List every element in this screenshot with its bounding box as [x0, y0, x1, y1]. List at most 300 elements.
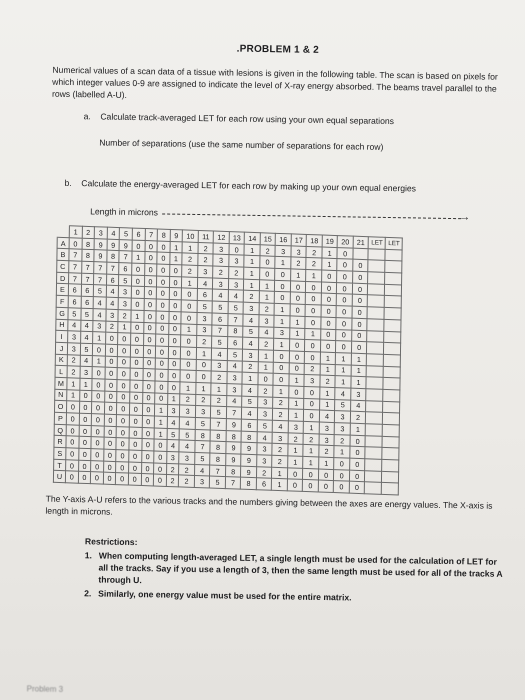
- table-cell: 2: [242, 361, 258, 373]
- table-cell: 1: [336, 352, 352, 364]
- table-cell: 0: [290, 304, 306, 316]
- table-cell: 2: [198, 242, 214, 254]
- table-cell: 3: [167, 405, 180, 417]
- table-cell: 2: [182, 265, 198, 277]
- let-column-header: LET: [385, 237, 402, 249]
- table-cell: 0: [154, 463, 167, 475]
- let-answer-cell[interactable]: [385, 261, 402, 273]
- table-cell: 0: [318, 480, 334, 492]
- table-cell: 1: [322, 247, 338, 259]
- table-cell: 1: [132, 251, 145, 263]
- let-answer-cell[interactable]: [368, 283, 385, 295]
- table-cell: 0: [303, 468, 319, 480]
- table-cell: 0: [275, 268, 291, 280]
- let-answer-cell[interactable]: [383, 389, 400, 401]
- table-cell: 0: [103, 473, 116, 485]
- table-cell: 0: [154, 451, 167, 463]
- table-cell: 0: [352, 271, 368, 283]
- table-cell: 8: [210, 453, 226, 465]
- let-answer-cell[interactable]: [384, 354, 401, 366]
- table-cell: 0: [117, 368, 130, 380]
- table-cell: 2: [291, 257, 307, 269]
- table-cell: 7: [69, 261, 82, 273]
- let-answer-cell[interactable]: [385, 284, 402, 296]
- let-answer-cell[interactable]: [365, 447, 382, 459]
- table-cell: 0: [78, 472, 91, 484]
- table-cell: 3: [213, 254, 229, 266]
- table-cell: 1: [290, 327, 306, 339]
- let-answer-cell[interactable]: [382, 436, 399, 448]
- table-cell: 1: [272, 467, 288, 479]
- table-cell: 7: [69, 272, 82, 284]
- table-cell: 3: [106, 309, 119, 321]
- table-cell: 2: [273, 397, 289, 409]
- table-cell: 2: [319, 445, 335, 457]
- table-cell: 0: [142, 380, 155, 392]
- table-cell: 2: [304, 363, 320, 375]
- table-cell: 0: [351, 330, 367, 342]
- table-cell: 0: [321, 317, 337, 329]
- table-cell: 1: [181, 323, 197, 335]
- let-answer-cell[interactable]: [384, 319, 401, 331]
- let-answer-cell[interactable]: [367, 354, 384, 366]
- table-cell: 0: [352, 318, 368, 330]
- table-cell: 0: [144, 299, 157, 311]
- table-cell: 0: [304, 398, 320, 410]
- table-cell: 0: [352, 283, 368, 295]
- table-cell: 0: [104, 391, 117, 403]
- table-cell: 1: [67, 389, 80, 401]
- table-cell: 0: [131, 333, 144, 345]
- axes-caption: The Y-axis A-U refers to the various tracks and the numbers giving between the axes are energy values. The X-axis is length in microns.: [45, 493, 493, 517]
- table-cell: 4: [180, 417, 196, 429]
- table-cell: 7: [69, 249, 82, 261]
- table-cell: 0: [154, 474, 167, 486]
- table-cell: 5: [212, 336, 228, 348]
- table-cell: 1: [289, 374, 305, 386]
- table-cell: 1: [259, 291, 275, 303]
- table-cell: 5: [211, 406, 227, 418]
- column-header: 1: [69, 226, 82, 238]
- table-cell: 2: [258, 385, 274, 397]
- table-cell: 1: [275, 257, 291, 269]
- table-cell: 1: [244, 267, 260, 279]
- let-answer-cell[interactable]: [382, 471, 399, 483]
- table-cell: 5: [335, 399, 351, 411]
- length-label-text: Length in microns: [90, 206, 159, 218]
- table-cell: 0: [290, 281, 306, 293]
- table-cell: 3: [274, 327, 290, 339]
- table-cell: 4: [335, 388, 351, 400]
- table-cell: 0: [132, 240, 145, 252]
- let-answer-cell[interactable]: [367, 330, 384, 342]
- let-answer-cell[interactable]: [383, 424, 400, 436]
- table-cell: 0: [143, 310, 156, 322]
- let-answer-cell[interactable]: [367, 307, 384, 319]
- table-cell: 9: [226, 442, 242, 454]
- let-answer-cell[interactable]: [368, 295, 385, 307]
- table-cell: 1: [242, 372, 258, 384]
- column-header: 18: [306, 234, 322, 246]
- table-cell: 9: [226, 454, 242, 466]
- table-cell: 0: [117, 380, 130, 392]
- table-cell: 8: [81, 250, 94, 262]
- table-cell: 1: [306, 270, 322, 282]
- table-cell: 0: [129, 427, 142, 439]
- let-answer-cell[interactable]: [365, 482, 382, 494]
- table-cell: 0: [181, 347, 197, 359]
- let-answer-cell[interactable]: [382, 448, 399, 460]
- row-label: N: [55, 389, 67, 401]
- table-cell: 2: [198, 254, 214, 266]
- table-cell: 3: [227, 384, 243, 396]
- table-cell: 4: [179, 440, 195, 452]
- table-cell: 0: [79, 402, 92, 414]
- table-cell: 0: [66, 436, 79, 448]
- table-cell: 0: [318, 469, 334, 481]
- table-cell: 1: [244, 256, 260, 268]
- let-answer-cell[interactable]: [368, 272, 385, 284]
- restrictions-heading: Restrictions:: [84, 536, 138, 548]
- table-cell: 1: [258, 361, 274, 373]
- table-cell: 1: [259, 279, 275, 291]
- restrictions-list: [84, 549, 505, 606]
- let-answer-cell[interactable]: [382, 483, 399, 495]
- let-answer-cell[interactable]: [366, 389, 383, 401]
- table-cell: 4: [259, 326, 275, 338]
- table-cell: 4: [273, 420, 289, 432]
- table-cell: 4: [194, 464, 210, 476]
- table-cell: 1: [350, 423, 366, 435]
- column-header: 12: [214, 231, 230, 243]
- table-cell: 2: [195, 394, 211, 406]
- table-cell: 8: [210, 430, 226, 442]
- table-cell: 4: [93, 308, 106, 320]
- table-cell: 0: [91, 472, 104, 484]
- table-cell: 0: [168, 323, 181, 335]
- table-cell: 3: [275, 245, 291, 257]
- table-cell: 0: [116, 438, 129, 450]
- let-answer-cell[interactable]: [366, 377, 383, 389]
- table-cell: 1: [334, 446, 350, 458]
- table-cell: 2: [303, 433, 319, 445]
- table-corner-cell: [57, 225, 69, 237]
- table-cell: 9: [226, 419, 242, 431]
- let-answer-cell[interactable]: [383, 401, 400, 413]
- table-cell: 1: [274, 315, 290, 327]
- table-cell: 0: [168, 346, 181, 358]
- table-cell: 1: [155, 404, 168, 416]
- table-cell: 3: [179, 452, 195, 464]
- table-cell: 3: [197, 324, 213, 336]
- table-cell: 0: [336, 317, 352, 329]
- table-cell: 2: [106, 321, 119, 333]
- table-cell: 0: [79, 425, 92, 437]
- table-cell: 0: [143, 322, 156, 334]
- table-cell: 2: [67, 354, 80, 366]
- row-label: R: [54, 436, 66, 448]
- row-label: M: [55, 377, 67, 389]
- table-cell: 3: [68, 331, 81, 343]
- table-cell: 1: [318, 457, 334, 469]
- restriction-number: 2.: [84, 588, 92, 599]
- question-b-label: b.: [64, 177, 72, 189]
- table-cell: 7: [228, 313, 244, 325]
- table-cell: 2: [182, 253, 198, 265]
- row-label: Q: [54, 424, 66, 436]
- table-cell: 0: [337, 282, 353, 294]
- table-cell: 1: [319, 399, 335, 411]
- table-cell: 1: [258, 350, 274, 362]
- table-cell: 0: [144, 275, 157, 287]
- let-answer-cell[interactable]: [382, 459, 399, 471]
- table-cell: 0: [129, 415, 142, 427]
- table-cell: 0: [104, 414, 117, 426]
- row-label: H: [56, 319, 68, 331]
- let-answer-cell[interactable]: [366, 400, 383, 412]
- table-cell: 0: [154, 439, 167, 451]
- restriction-item: [84, 549, 505, 592]
- table-cell: 0: [144, 264, 157, 276]
- table-cell: 5: [179, 429, 195, 441]
- table-cell: 7: [225, 477, 241, 489]
- column-header: 2: [82, 226, 95, 238]
- table-cell: 0: [336, 306, 352, 318]
- row-label: S: [54, 447, 66, 459]
- table-cell: 2: [273, 409, 289, 421]
- let-answer-cell[interactable]: [366, 412, 383, 424]
- table-cell: 0: [289, 339, 305, 351]
- let-answer-cell[interactable]: [385, 272, 402, 284]
- let-answer-cell[interactable]: [365, 470, 382, 482]
- row-label: U: [53, 471, 65, 483]
- table-cell: 0: [157, 276, 170, 288]
- table-cell: 0: [144, 252, 157, 264]
- question-b-text: Calculate the energy-averaged LET for each row by making up your own equal energies: [81, 178, 417, 194]
- table-cell: 0: [168, 335, 181, 347]
- table-cell: 1: [274, 338, 290, 350]
- length-axis-label: [90, 205, 470, 223]
- table-cell: 0: [287, 468, 303, 480]
- table-cell: 0: [289, 386, 305, 398]
- table-cell: 0: [306, 293, 322, 305]
- let-answer-cell[interactable]: [366, 365, 383, 377]
- table-cell: 0: [141, 451, 154, 463]
- table-cell: 0: [104, 402, 117, 414]
- column-header: 9: [170, 229, 183, 241]
- table-cell: 0: [79, 437, 92, 449]
- table-cell: 0: [91, 460, 104, 472]
- restriction-text: Similarly, one energy value must be used for the entire matrix.: [98, 588, 352, 603]
- table-cell: 7: [81, 273, 94, 285]
- table-cell: 8: [241, 431, 257, 443]
- table-cell: 0: [93, 344, 106, 356]
- table-cell: 0: [349, 458, 365, 470]
- table-cell: 0: [321, 305, 337, 317]
- table-cell: 0: [92, 367, 105, 379]
- table-cell: 2: [306, 246, 322, 258]
- table-cell: 7: [210, 465, 226, 477]
- table-cell: 0: [66, 424, 79, 436]
- table-cell: 0: [103, 461, 116, 473]
- column-header: 10: [183, 230, 199, 242]
- table-cell: 0: [275, 280, 291, 292]
- table-cell: 3: [118, 298, 131, 310]
- table-cell: 2: [213, 266, 229, 278]
- column-header: 6: [132, 228, 145, 240]
- table-cell: 0: [168, 358, 181, 370]
- table-cell: 3: [288, 421, 304, 433]
- table-cell: 0: [142, 427, 155, 439]
- table-cell: 2: [211, 371, 227, 383]
- table-cell: 3: [319, 434, 335, 446]
- column-header: 3: [94, 227, 107, 239]
- let-answer-cell[interactable]: [385, 249, 402, 261]
- table-cell: 6: [212, 313, 228, 325]
- table-cell: 4: [243, 337, 259, 349]
- row-label: L: [55, 366, 67, 378]
- table-cell: 6: [68, 296, 81, 308]
- table-cell: 5: [195, 453, 211, 465]
- table-cell: 0: [116, 473, 129, 485]
- table-cell: 0: [92, 379, 105, 391]
- table-cell: 5: [68, 308, 81, 320]
- let-answer-cell[interactable]: [384, 343, 401, 355]
- table-cell: 3: [351, 388, 367, 400]
- row-label: E: [56, 284, 68, 296]
- table-cell: 0: [143, 345, 156, 357]
- table-cell: 0: [304, 410, 320, 422]
- table-cell: 0: [336, 341, 352, 353]
- table-cell: 8: [228, 325, 244, 337]
- table-cell: 1: [303, 456, 319, 468]
- table-cell: 4: [257, 431, 273, 443]
- intro-paragraph: Numerical values of a scan data of a tissue with lesions is given in the following table. The scan is based on pixels for which integer values 0-9 are assigned to indicate the level of X-ray energy absorbed. The beams travel parallel to the rows (labelled A-U).: [51, 64, 498, 100]
- let-answer-cell[interactable]: [383, 366, 400, 378]
- table-cell: 0: [129, 403, 142, 415]
- table-cell: 0: [168, 381, 181, 393]
- table-cell: 5: [94, 285, 107, 297]
- let-answer-cell[interactable]: [367, 319, 384, 331]
- table-cell: 3: [335, 411, 351, 423]
- table-cell: 1: [167, 393, 180, 405]
- table-cell: 1: [303, 445, 319, 457]
- row-label: F: [56, 295, 68, 307]
- table-cell: 0: [305, 316, 321, 328]
- table-cell: 3: [119, 286, 132, 298]
- table-cell: 0: [181, 312, 197, 324]
- table-cell: 2: [320, 375, 336, 387]
- table-cell: 6: [256, 478, 272, 490]
- table-cell: 4: [93, 297, 106, 309]
- table-cell: 1: [131, 310, 144, 322]
- table-cell: 0: [65, 471, 78, 483]
- table-cell: 0: [105, 356, 118, 368]
- restriction-text: When computing length-averaged LET, a single length must be used for the calculation of LET for all the tracks. Say if you use a length of 3, then the same length must be used for all of the tracks A through U.: [98, 550, 503, 586]
- table-cell: 0: [131, 298, 144, 310]
- table-cell: 0: [129, 462, 142, 474]
- table-cell: 4: [106, 286, 119, 298]
- table-cell: 0: [130, 357, 143, 369]
- column-header: 7: [145, 229, 158, 241]
- table-cell: 3: [93, 320, 106, 332]
- table-cell: 0: [321, 282, 337, 294]
- table-cell: 0: [155, 358, 168, 370]
- let-answer-cell[interactable]: [384, 331, 401, 343]
- table-cell: 0: [336, 329, 352, 341]
- row-label: G: [56, 307, 68, 319]
- column-header: 11: [198, 230, 214, 242]
- table-cell: 0: [305, 351, 321, 363]
- table-cell: 0: [259, 268, 275, 280]
- table-cell: 3: [194, 476, 210, 488]
- table-cell: 5: [167, 428, 180, 440]
- let-answer-cell[interactable]: [368, 260, 385, 272]
- table-cell: 5: [243, 326, 259, 338]
- table-cell: 0: [156, 322, 169, 334]
- table-cell: 0: [156, 311, 169, 323]
- let-answer-cell[interactable]: [384, 307, 401, 319]
- table-cell: 6: [81, 296, 94, 308]
- table-cell: 0: [305, 340, 321, 352]
- column-header: 21: [353, 236, 369, 248]
- table-cell: 0: [104, 437, 117, 449]
- table-cell: 1: [288, 444, 304, 456]
- let-answer-cell[interactable]: [368, 248, 385, 260]
- let-answer-cell[interactable]: [366, 424, 383, 436]
- table-cell: 1: [305, 328, 321, 340]
- table-cell: 7: [119, 251, 132, 263]
- table-cell: 0: [116, 461, 129, 473]
- table-cell: 2: [260, 244, 276, 256]
- let-answer-cell[interactable]: [383, 413, 400, 425]
- table-cell: 0: [141, 462, 154, 474]
- table-cell: 0: [79, 390, 92, 402]
- let-answer-cell[interactable]: [365, 435, 382, 447]
- table-cell: 4: [212, 348, 228, 360]
- table-cell: 4: [167, 416, 180, 428]
- let-answer-cell[interactable]: [383, 378, 400, 390]
- question-a-text: Calculate track-averaged LET for each row using your own equal separations: [100, 111, 395, 127]
- table-cell: 8: [226, 430, 242, 442]
- table-cell: 4: [197, 277, 213, 289]
- let-answer-cell[interactable]: [367, 342, 384, 354]
- table-cell: 0: [169, 311, 182, 323]
- table-cell: 0: [131, 275, 144, 287]
- table-cell: 0: [66, 448, 79, 460]
- table-cell: 5: [257, 420, 273, 432]
- let-answer-cell[interactable]: [385, 296, 402, 308]
- table-cell: 0: [258, 373, 274, 385]
- table-cell: 0: [273, 374, 289, 386]
- table-cell: 0: [78, 448, 91, 460]
- table-cell: 0: [157, 252, 170, 264]
- table-cell: 0: [349, 470, 365, 482]
- table-cell: 0: [91, 449, 104, 461]
- page-title: .PROBLEM 1 & 2: [236, 43, 320, 56]
- table-cell: 2: [180, 394, 196, 406]
- let-answer-cell[interactable]: [365, 459, 382, 471]
- table-cell: 1: [351, 365, 367, 377]
- table-cell: 1: [182, 242, 198, 254]
- table-cell: 0: [143, 369, 156, 381]
- table-cell: 4: [80, 355, 93, 367]
- table-cell: 0: [105, 379, 118, 391]
- table-cell: 5: [242, 396, 258, 408]
- table-cell: 3: [257, 408, 273, 420]
- table-cell: 3: [291, 246, 307, 258]
- table-cell: 2: [272, 444, 288, 456]
